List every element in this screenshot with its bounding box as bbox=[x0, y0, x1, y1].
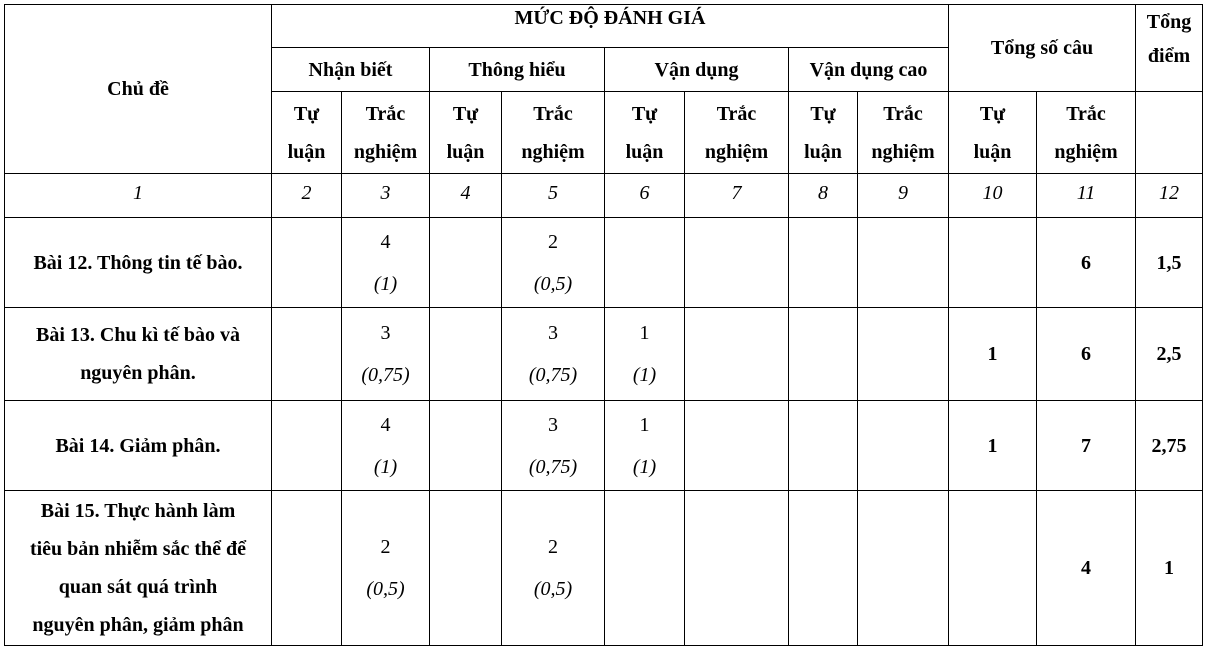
essay-line1: Tự bbox=[979, 102, 1006, 125]
header-multiple-choice bbox=[858, 92, 949, 174]
total-mc-cell: 4 bbox=[1037, 491, 1136, 646]
score: (1) bbox=[632, 364, 657, 386]
score: (0,5) bbox=[533, 272, 573, 295]
mc-line1: Trắc bbox=[883, 102, 923, 125]
table-row bbox=[5, 218, 1203, 308]
column-number: 10 bbox=[949, 174, 1037, 218]
header-multiple-choice bbox=[1037, 92, 1136, 174]
topic-line: tiêu bản nhiễm sắc thể để bbox=[29, 538, 247, 560]
mc-line1: Trắc bbox=[533, 102, 573, 125]
vdc-essay-cell bbox=[789, 401, 858, 491]
essay-line1: Tự bbox=[452, 102, 479, 125]
vd-mc-cell bbox=[685, 491, 789, 646]
mc-line1: Trắc bbox=[365, 102, 406, 125]
vdc-essay-cell bbox=[789, 308, 858, 401]
count: 4 bbox=[380, 413, 391, 436]
header-essay bbox=[605, 92, 685, 174]
th-essay-cell bbox=[430, 218, 502, 308]
column-number: 2 bbox=[272, 174, 342, 218]
vdc-mc-cell bbox=[858, 308, 949, 401]
vdc-mc-cell bbox=[858, 491, 949, 646]
header-multiple-choice bbox=[685, 92, 789, 174]
topic-cell: Bài 14. Giảm phân. bbox=[5, 401, 272, 491]
count: 1 bbox=[639, 413, 650, 436]
essay-line2: luận bbox=[287, 140, 326, 163]
total-essay-cell: 1 bbox=[949, 401, 1037, 491]
header-level-application: Vận dụng bbox=[605, 48, 789, 92]
total-score-cell: 1 bbox=[1136, 491, 1203, 646]
column-number: 1 bbox=[5, 174, 272, 218]
vd-essay-cell bbox=[605, 491, 685, 646]
score: (1) bbox=[373, 455, 398, 478]
score: (1) bbox=[373, 272, 398, 295]
header-assessment-level: MỨC ĐỘ ĐÁNH GIÁ bbox=[272, 5, 949, 48]
th-mc-cell bbox=[502, 218, 605, 308]
essay-line1: Tự bbox=[810, 102, 836, 125]
vd-mc-cell bbox=[685, 401, 789, 491]
total-mc-cell: 7 bbox=[1037, 401, 1136, 491]
total-essay-cell bbox=[949, 491, 1037, 646]
topic-cell bbox=[5, 491, 272, 646]
count: 2 bbox=[548, 536, 558, 558]
header-essay bbox=[430, 92, 502, 174]
vdc-essay-cell bbox=[789, 218, 858, 308]
th-mc-cell bbox=[502, 401, 605, 491]
header-essay bbox=[272, 92, 342, 174]
essay-line2: luận bbox=[625, 140, 664, 163]
topic-line: Bài 15. Thực hành làm bbox=[40, 500, 236, 522]
nb-essay-cell bbox=[272, 218, 342, 308]
total-mc-cell: 6 bbox=[1037, 308, 1136, 401]
header-multiple-choice bbox=[342, 92, 430, 174]
header-total-score-line2: điểm bbox=[1147, 45, 1191, 67]
essay-line1: Tự bbox=[293, 102, 320, 125]
vd-essay-cell bbox=[605, 218, 685, 308]
mc-line2: nghiệm bbox=[1054, 140, 1118, 163]
header-empty-cell bbox=[1136, 92, 1203, 174]
vd-essay-cell bbox=[605, 308, 685, 401]
column-number-row bbox=[5, 174, 1203, 218]
nb-mc-cell bbox=[342, 218, 430, 308]
score: (1) bbox=[632, 455, 657, 478]
column-number: 12 bbox=[1136, 174, 1203, 218]
total-score-cell: 1,5 bbox=[1136, 218, 1203, 308]
count: 3 bbox=[548, 413, 558, 436]
nb-mc-cell bbox=[342, 308, 430, 401]
topic-line: nguyên phân, giảm phân bbox=[32, 614, 244, 636]
column-number: 7 bbox=[685, 174, 789, 218]
topic-line: Bài 13. Chu kì tế bào và bbox=[36, 324, 240, 346]
topic-cell bbox=[5, 308, 272, 401]
assessment-matrix-table bbox=[4, 4, 1203, 646]
header-essay bbox=[949, 92, 1037, 174]
vd-essay-cell bbox=[605, 401, 685, 491]
header-multiple-choice bbox=[502, 92, 605, 174]
header-total-score-line1: Tổng bbox=[1146, 11, 1192, 33]
topic-line: nguyên phân. bbox=[80, 362, 196, 384]
vd-mc-cell bbox=[685, 308, 789, 401]
table-row bbox=[5, 401, 1203, 491]
nb-mc-cell bbox=[342, 401, 430, 491]
count: 3 bbox=[380, 322, 391, 344]
vdc-mc-cell bbox=[858, 218, 949, 308]
nb-mc-cell bbox=[342, 491, 430, 646]
total-mc-cell: 6 bbox=[1037, 218, 1136, 308]
header-level-recognition: Nhận biết bbox=[272, 48, 430, 92]
th-essay-cell bbox=[430, 401, 502, 491]
header-topic: Chủ đề bbox=[5, 5, 272, 174]
mc-line1: Trắc bbox=[716, 102, 757, 125]
mc-line2: nghiệm bbox=[353, 140, 418, 163]
count: 1 bbox=[639, 322, 650, 344]
column-number: 8 bbox=[789, 174, 858, 218]
vdc-essay-cell bbox=[789, 491, 858, 646]
mc-line2: nghiệm bbox=[521, 140, 585, 163]
topic-line: quan sát quá trình bbox=[58, 576, 218, 598]
count: 3 bbox=[548, 322, 558, 344]
topic-cell: Bài 12. Thông tin tế bào. bbox=[5, 218, 272, 308]
table-row bbox=[5, 491, 1203, 646]
count: 2 bbox=[548, 230, 558, 253]
header-level-understanding: Thông hiểu bbox=[430, 48, 605, 92]
nb-essay-cell bbox=[272, 491, 342, 646]
mc-line2: nghiệm bbox=[871, 140, 935, 163]
score: (0,75) bbox=[528, 455, 578, 478]
mc-line1: Trắc bbox=[1066, 102, 1106, 125]
column-number: 6 bbox=[605, 174, 685, 218]
column-number: 4 bbox=[430, 174, 502, 218]
vdc-mc-cell bbox=[858, 401, 949, 491]
total-essay-cell: 1 bbox=[949, 308, 1037, 401]
count: 4 bbox=[380, 230, 391, 253]
nb-essay-cell bbox=[272, 401, 342, 491]
header-total-questions: Tổng số câu bbox=[949, 5, 1136, 92]
score: (0,75) bbox=[361, 364, 410, 386]
header-essay bbox=[789, 92, 858, 174]
th-mc-cell bbox=[502, 308, 605, 401]
column-number: 5 bbox=[502, 174, 605, 218]
table-row bbox=[5, 308, 1203, 401]
th-essay-cell bbox=[430, 308, 502, 401]
score: (0,5) bbox=[366, 578, 405, 600]
essay-line2: luận bbox=[973, 140, 1012, 163]
total-essay-cell bbox=[949, 218, 1037, 308]
column-number: 11 bbox=[1037, 174, 1136, 218]
vd-mc-cell bbox=[685, 218, 789, 308]
essay-line2: luận bbox=[446, 140, 485, 163]
total-score-cell: 2,75 bbox=[1136, 401, 1203, 491]
column-number: 9 bbox=[858, 174, 949, 218]
count: 2 bbox=[380, 536, 391, 558]
essay-line1: Tự bbox=[631, 102, 658, 125]
header-total-score bbox=[1136, 5, 1203, 92]
score: (0,75) bbox=[528, 364, 578, 386]
column-number: 3 bbox=[342, 174, 430, 218]
total-score-cell: 2,5 bbox=[1136, 308, 1203, 401]
th-mc-cell bbox=[502, 491, 605, 646]
header-level-high-application: Vận dụng cao bbox=[789, 48, 949, 92]
nb-essay-cell bbox=[272, 308, 342, 401]
score: (0,5) bbox=[533, 578, 573, 600]
mc-line2: nghiệm bbox=[704, 140, 769, 163]
essay-line2: luận bbox=[804, 140, 842, 163]
th-essay-cell bbox=[430, 491, 502, 646]
